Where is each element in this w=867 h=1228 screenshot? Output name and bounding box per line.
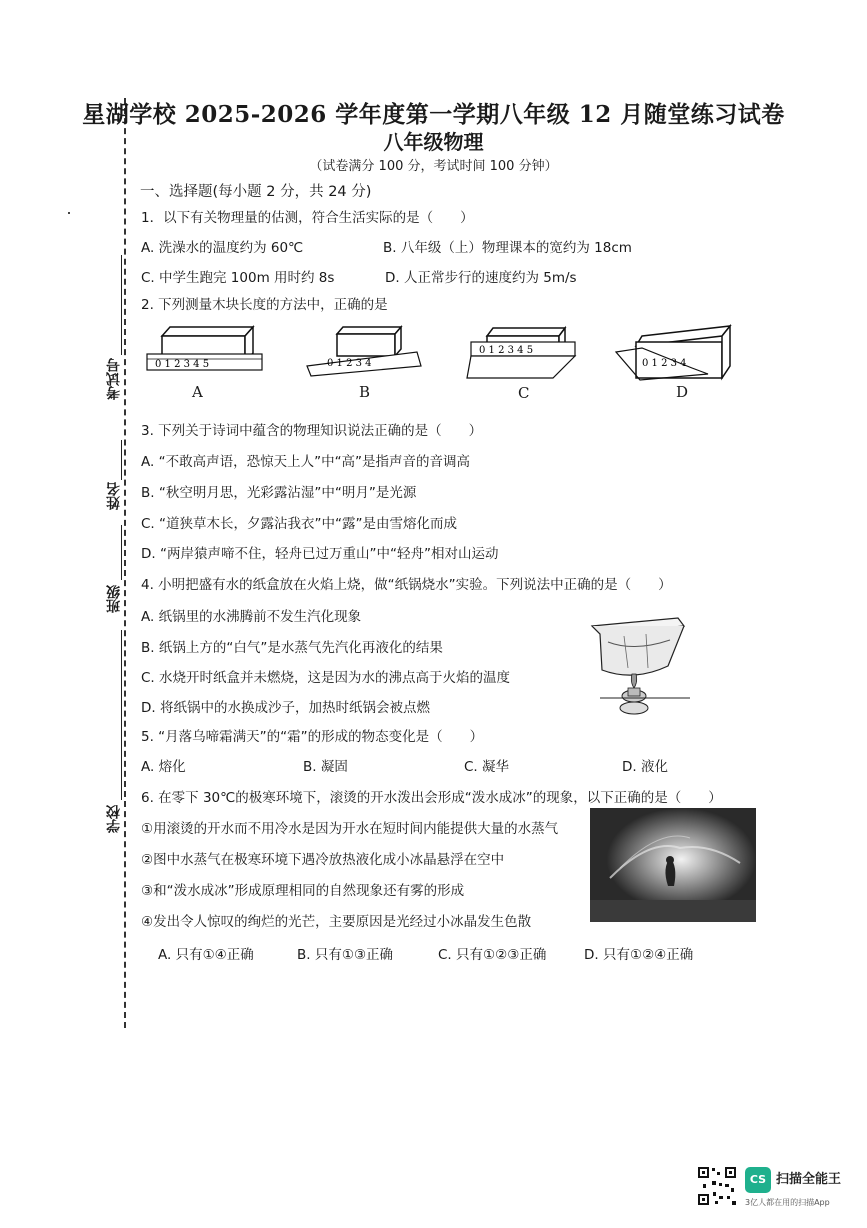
- q1-option-a: A. 洗澡水的温度约为 60℃: [141, 240, 304, 256]
- fig-c-label: C: [518, 384, 530, 402]
- q5-option-b: B. 凝固: [303, 759, 348, 775]
- ruler-figure-b: [305, 322, 425, 377]
- q6-statement-3: ③和“泼水成冰”形成原理相同的自然现象还有雾的形成: [141, 883, 465, 899]
- fig-a-label: A: [192, 383, 203, 401]
- ruler-c-scale: 0 1 2 3 4 5: [479, 345, 534, 356]
- exam-note: （试卷满分 100 分，考试时间 100 分钟）: [309, 159, 558, 174]
- q3-stem: 3. 下列关于诗词中蕴含的物理知识说法正确的是（ ）: [141, 423, 483, 439]
- q6-stem: 6. 在零下 30℃的极寒环境下，滚烫的开水泼出会形成“泼水成冰”的现象，以下正确的是（ ）: [141, 790, 722, 806]
- watermark-name: 扫描全能王: [776, 1172, 842, 1187]
- binding-line: [124, 98, 126, 1028]
- fig-b-label: B: [359, 383, 371, 401]
- q3-option-d: D. “两岸猿声啼不住，轻舟已过万重山”中“轻舟”相对山运动: [141, 546, 499, 562]
- q1-option-d: D. 人正常步行的速度约为 5m/s: [385, 270, 577, 286]
- q5-option-a: A. 熔化: [141, 759, 186, 775]
- q6-option-a: A. 只有①④正确: [158, 947, 254, 963]
- ruler-a-scale: 0 1 2 3 4 5: [155, 359, 210, 370]
- side-label-school: 学校: [106, 805, 122, 833]
- q3-option-c: C. “道狭草木长，夕露沾我衣”中“露”是由雪熔化而成: [141, 516, 457, 532]
- q5-option-d: D. 液化: [622, 759, 668, 775]
- school-blank: [121, 630, 122, 800]
- q6-option-c: C. 只有①②③正确: [438, 947, 547, 963]
- side-label-name: 姓名: [106, 482, 122, 510]
- class-blank: [121, 525, 122, 580]
- side-label-exam-no: 考试号: [106, 358, 122, 400]
- q6-statement-2: ②图中水蒸气在极寒环境下遇冷放热液化成小冰晶悬浮在空中: [141, 852, 505, 868]
- q2-stem: 2. 下列测量木块长度的方法中，正确的是: [141, 297, 388, 313]
- q6-statement-1: ①用滚烫的开水而不用冷水是因为开水在短时间内能提供大量的水蒸气: [141, 821, 559, 837]
- side-label-class: 班级: [106, 585, 122, 613]
- fig-d-label: D: [676, 383, 689, 401]
- q6-option-b: B. 只有①③正确: [297, 947, 394, 963]
- q4-option-c: C. 水烧开时纸盒并未燃烧，这是因为水的沸点高于火焰的温度: [141, 670, 511, 686]
- q3-option-b: B. “秋空明月思，光彩露沾湿”中“明月”是光源: [141, 485, 417, 501]
- ruler-b-scale: 0 1 2 3 4: [327, 358, 372, 369]
- q4-option-d: D. 将纸锅中的水换成沙子，加热时纸锅会被点燃: [141, 700, 430, 716]
- q4-stem: 4. 小明把盛有水的纸盒放在火焰上烧，做“纸锅烧水”实验。下列说法中正确的是（ ）: [141, 577, 672, 593]
- q4-option-a: A. 纸锅里的水沸腾前不发生汽化现象: [141, 609, 362, 625]
- name-blank: [121, 440, 122, 480]
- q5-stem: 5. “月落乌啼霜满天”的“霜”的形成的物态变化是（ ）: [141, 729, 484, 745]
- q1-option-c: C. 中学生跑完 100m 用时约 8s: [141, 270, 335, 286]
- q1-option-b: B. 八年级（上）物理课本的宽约为 18cm: [383, 240, 632, 256]
- ruler-figure-a: [145, 322, 265, 377]
- q6-statement-4: ④发出令人惊叹的绚烂的光芒，主要原因是光经过小冰晶发生色散: [141, 914, 532, 930]
- exam-no-blank: [121, 255, 122, 355]
- q6-option-d: D. 只有①②④正确: [584, 947, 694, 963]
- exam-subtitle: 八年级物理: [383, 130, 484, 154]
- section-heading: 一、选择题(每小题 2 分，共 24 分): [140, 184, 372, 200]
- water-to-ice-photo: [590, 808, 756, 922]
- ruler-figure-d: [612, 322, 742, 382]
- q5-option-c: C. 凝华: [464, 759, 510, 775]
- ruler-figure-c: [465, 322, 580, 382]
- q3-option-a: A. “不敢高声语，恐惊天上人”中“高”是指声音的音调高: [141, 454, 471, 470]
- watermark-tagline: 3亿人都在用的扫描App: [745, 1198, 830, 1207]
- paper-pot-figure: [584, 612, 694, 720]
- exam-title: 星湖学校 2025-2026 学年度第一学期八年级 12 月随堂练习试卷: [82, 101, 785, 128]
- q4-option-b: B. 纸锅上方的“白气”是水蒸气先汽化再液化的结果: [141, 640, 443, 656]
- qr-code-icon: [697, 1166, 737, 1206]
- q1-stem: 1．以下有关物理量的估测，符合生活实际的是（ ）: [141, 210, 474, 226]
- ruler-d-scale: 0 1 2 3 4: [642, 358, 687, 369]
- camscanner-logo: CS: [745, 1167, 771, 1193]
- scan-dot: [68, 212, 70, 214]
